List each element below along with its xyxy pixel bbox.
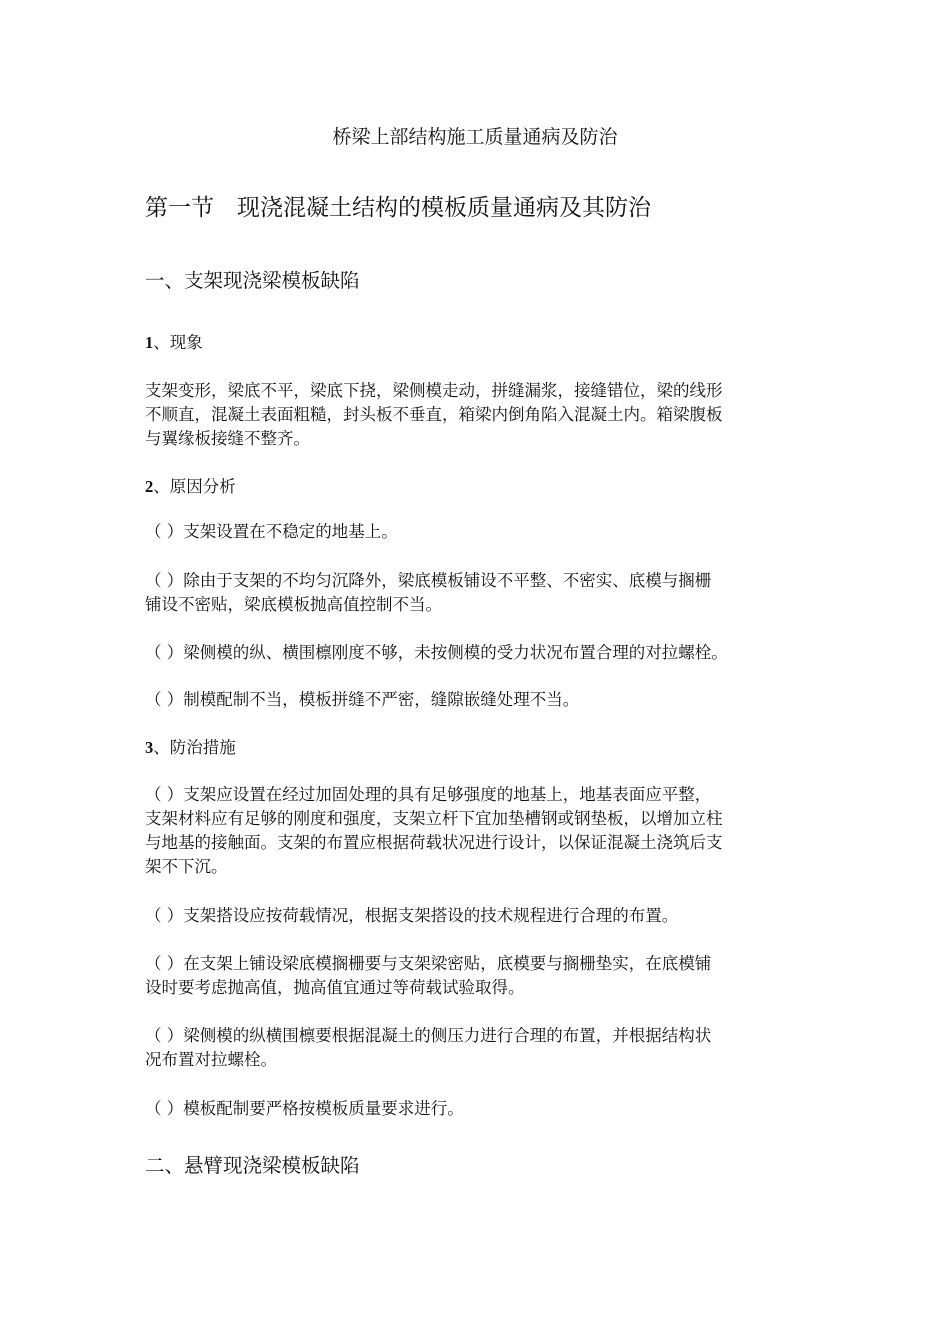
cause-item-1 xyxy=(145,520,810,544)
heading-number: 2 xyxy=(145,477,154,496)
phenomenon-paragraph xyxy=(145,379,810,451)
document-title: 桥梁上部结构施工质量通病及防治 xyxy=(332,126,618,148)
paragraph-line: 架不下沉。 xyxy=(145,857,228,876)
paragraph-line: 支架变形，梁底不平，梁底下挠，梁侧模走动，拼缝漏浆，接缝错位，梁的线形 xyxy=(145,381,723,400)
paragraph-line: （ ）梁侧模的纵、横围檩刚度不够，未按侧模的受力状况布置合理的对拉螺栓。 xyxy=(145,643,728,662)
paragraph-line: （ ）除由于支架的不均匀沉降外，梁底模板铺设不平整、不密实、底模与搁栅 xyxy=(145,571,712,590)
cause-item-3 xyxy=(145,641,810,665)
paragraph-line: 不顺直，混凝土表面粗糙，封头板不垂直，箱梁内倒角陷入混凝土内。箱梁腹板 xyxy=(145,405,723,424)
paragraph-line: （ ）在支架上铺设梁底模搁栅要与支架梁密贴，底模要与搁栅垫实，在底模铺 xyxy=(145,954,712,973)
part1-heading: 一、支架现浇梁模板缺陷 xyxy=(145,269,360,292)
paragraph-line: 况布置对拉螺栓。 xyxy=(145,1050,277,1069)
measure-item-4 xyxy=(145,1024,810,1072)
paragraph-line: （ ）支架搭设应按荷载情况，根据支架搭设的技术规程进行合理的布置。 xyxy=(145,906,679,925)
heading-label: 、现象 xyxy=(153,333,203,352)
measure-item-5 xyxy=(145,1097,810,1121)
causes-heading xyxy=(145,475,236,499)
heading-label: 、防治措施 xyxy=(153,738,236,757)
section-title: 第一节 现浇混凝土结构的模板质量通病及其防治 xyxy=(145,195,651,221)
paragraph-line: （ ）支架应设置在经过加固处理的具有足够强度的地基上，地基表面应平整， xyxy=(145,785,712,804)
measure-item-1 xyxy=(145,783,810,879)
paragraph-line: 与地基的接触面。支架的布置应根据荷载状况进行设计，以保证混凝土浇筑后支 xyxy=(145,833,723,852)
heading-label: 、原因分析 xyxy=(153,477,236,496)
paragraph-line: 支架材料应有足够的刚度和强度，支架立杆下宜加垫槽钢或钢垫板，以增加立柱 xyxy=(145,809,723,828)
part2-heading: 二、悬臂现浇梁模板缺陷 xyxy=(145,1154,360,1177)
phenomenon-heading xyxy=(145,331,203,355)
heading-number: 3 xyxy=(145,738,154,757)
cause-item-4 xyxy=(145,688,810,712)
paragraph-line: 与翼缘板接缝不整齐。 xyxy=(145,429,310,448)
measures-heading xyxy=(145,736,236,760)
cause-item-2 xyxy=(145,569,810,617)
paragraph-line: （ ）制模配制不当，模板拼缝不严密，缝隙嵌缝处理不当。 xyxy=(145,690,580,709)
measure-item-3 xyxy=(145,952,810,1000)
paragraph-line: （ ）梁侧模的纵横围檩要根据混凝土的侧压力进行合理的布置，并根据结构状 xyxy=(145,1026,712,1045)
paragraph-line: 设时要考虑抛高值，抛高值宜通过等荷载试验取得。 xyxy=(145,978,525,997)
measure-item-2 xyxy=(145,904,810,928)
paragraph-line: （ ）模板配制要严格按模板质量要求进行。 xyxy=(145,1099,464,1118)
heading-number: 1 xyxy=(145,333,154,352)
paragraph-line: 铺设不密贴，梁底模板抛高值控制不当。 xyxy=(145,595,442,614)
paragraph-line: （ ）支架设置在不稳定的地基上。 xyxy=(145,522,398,541)
